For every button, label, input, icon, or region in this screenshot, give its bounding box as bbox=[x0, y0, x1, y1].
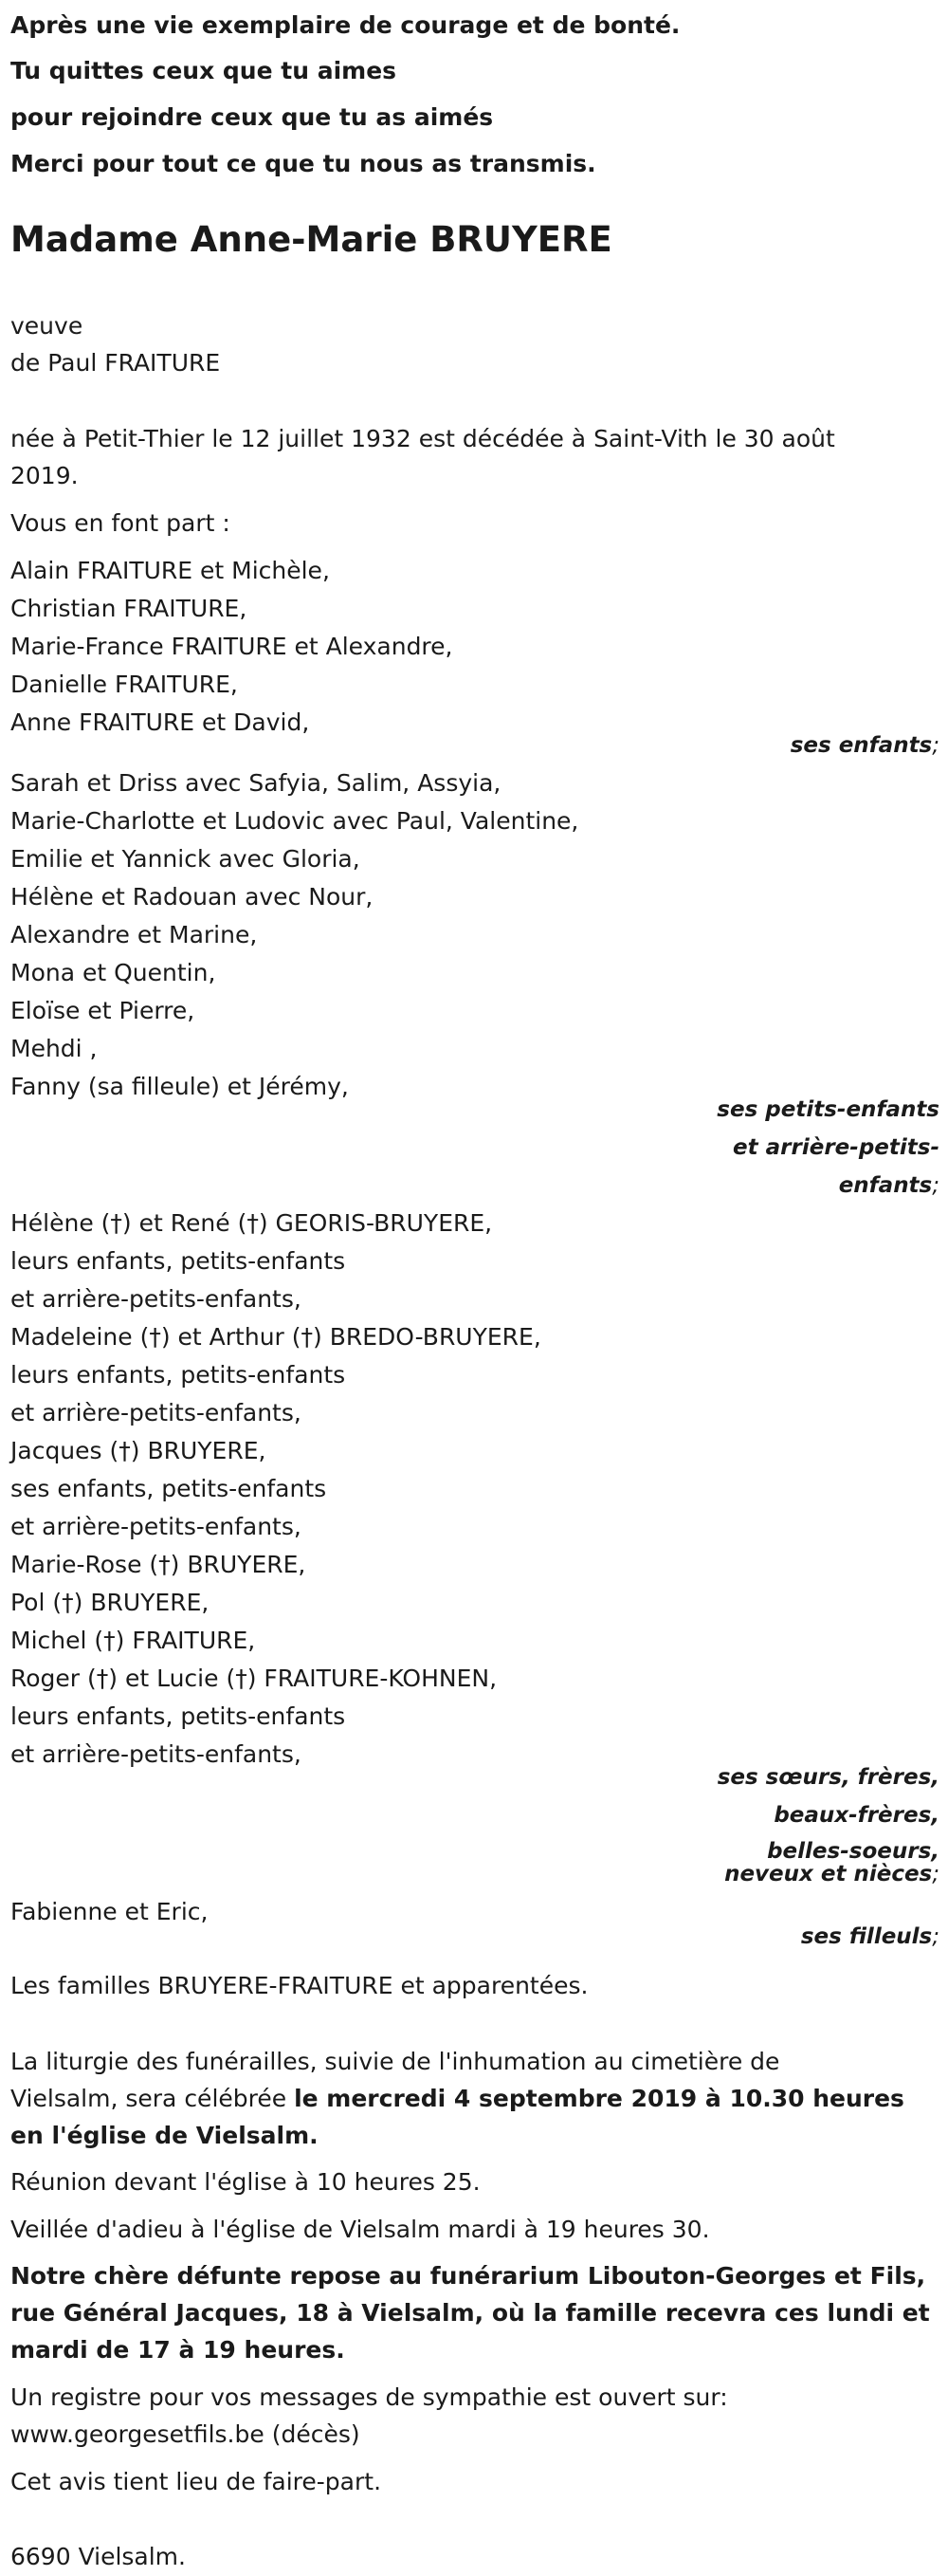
children-relation: ses enfants; bbox=[790, 733, 939, 758]
sibling-line: et arrière-petits-enfants, bbox=[10, 1285, 301, 1313]
vigil-line: Veillée d'adieu à l'église de Vielsalm mardi à 19 heures 30. bbox=[10, 2216, 710, 2243]
sibling-line: et arrière-petits-enfants, bbox=[10, 1740, 301, 1768]
sibling-line: leurs enfants, petits-enfants bbox=[10, 1702, 346, 1730]
sibling-line: leurs enfants, petits-enfants bbox=[10, 1247, 346, 1275]
siblings-relation: ses sœurs, frères, bbox=[717, 1765, 939, 1790]
sibling-line: et arrière-petits-enfants, bbox=[10, 1399, 301, 1426]
poem-line: Merci pour tout ce que tu nous as transmis. bbox=[10, 150, 596, 177]
notice-line: Cet avis tient lieu de faire-part. bbox=[10, 2468, 382, 2495]
siblings-relation: belles-soeurs, bbox=[767, 1839, 939, 1864]
siblings-relation: beaux-frères, bbox=[774, 1803, 939, 1828]
sibling-line: Madeleine (†) et Arthur (†) BREDO-BRUYERE, bbox=[10, 1323, 541, 1351]
sibling-line: Jacques (†) BRUYERE, bbox=[10, 1437, 266, 1464]
sibling-line: et arrière-petits-enfants, bbox=[10, 1513, 301, 1540]
sibling-line: Roger (†) et Lucie (†) FRAITURE-KOHNEN, bbox=[10, 1665, 498, 1692]
grandchild-line: Hélène et Radouan avec Nour, bbox=[10, 883, 374, 911]
liturgy-line: La liturgie des funérailles, suivie de l'inhumation au cimetière de bbox=[10, 2048, 780, 2075]
spouse-line: veuve bbox=[10, 312, 83, 340]
poem-line: Tu quittes ceux que tu aimes bbox=[10, 57, 397, 84]
sibling-line: Marie-Rose (†) BRUYERE, bbox=[10, 1551, 306, 1578]
funerarium-line: Notre chère défunte repose au funérarium Libouton-Georges et Fils, bbox=[10, 2262, 926, 2290]
siblings-relation: neveux et nièces; bbox=[724, 1862, 939, 1886]
liturgy-line: en l'église de Vielsalm. bbox=[10, 2122, 319, 2149]
grandchild-line: Eloïse et Pierre, bbox=[10, 997, 195, 1024]
child-line: Danielle FRAITURE, bbox=[10, 671, 238, 698]
grandchild-line: Alexandre et Marine, bbox=[10, 921, 258, 948]
grandchild-line: Mehdi , bbox=[10, 1035, 98, 1062]
godchildren-relation: ses filleuls; bbox=[800, 1924, 939, 1949]
grandchild-line: Emilie et Yannick avec Gloria, bbox=[10, 845, 360, 873]
families-line: Les familles BRUYERE-FRAITURE et apparentées. bbox=[10, 1972, 589, 1999]
grandchildren-relation: enfants; bbox=[838, 1173, 939, 1198]
grandchild-line: Fanny (sa filleule) et Jérémy, bbox=[10, 1073, 349, 1100]
poem-line: pour rejoindre ceux que tu as aimés bbox=[10, 103, 494, 131]
reunion-line: Réunion devant l'église à 10 heures 25. bbox=[10, 2168, 481, 2196]
register-line: Un registre pour vos messages de sympathie est ouvert sur: bbox=[10, 2383, 728, 2411]
funerarium-line: rue Général Jacques, 18 à Vielsalm, où la famille recevra ces lundi et bbox=[10, 2299, 930, 2327]
register-link[interactable]: www.georgesetfils.be (décès) bbox=[10, 2420, 360, 2448]
grandchild-line: Sarah et Driss avec Safyia, Salim, Assyia, bbox=[10, 769, 501, 797]
grandchildren-relation: et arrière-petits- bbox=[733, 1135, 939, 1160]
child-line: Christian FRAITURE, bbox=[10, 595, 247, 622]
liturgy-line: Vielsalm, sera célébrée le mercredi 4 septembre 2019 à 10.30 heures bbox=[10, 2085, 904, 2112]
sibling-line: ses enfants, petits-enfants bbox=[10, 1475, 327, 1502]
birth-death-line: née à Petit-Thier le 12 juillet 1932 est décédée à Saint-Vith le 30 août bbox=[10, 425, 835, 452]
godchildren-line: Fabienne et Eric, bbox=[10, 1898, 209, 1925]
funerarium-line: mardi de 17 à 19 heures. bbox=[10, 2336, 345, 2364]
poem-line: Après une vie exemplaire de courage et de bonté. bbox=[10, 11, 681, 39]
sibling-line: Michel (†) FRAITURE, bbox=[10, 1627, 256, 1654]
child-line: Alain FRAITURE et Michèle, bbox=[10, 557, 330, 584]
grandchildren-relation: ses petits-enfants bbox=[717, 1097, 939, 1122]
birth-death-line: 2019. bbox=[10, 462, 79, 489]
deceased-name: Madame Anne-Marie BRUYERE bbox=[10, 219, 612, 260]
address-line: 6690 Vielsalm. bbox=[10, 2543, 186, 2570]
child-line: Marie-France FRAITURE et Alexandre, bbox=[10, 633, 453, 660]
child-line: Anne FRAITURE et David, bbox=[10, 708, 310, 736]
grandchild-line: Mona et Quentin, bbox=[10, 959, 216, 986]
grandchild-line: Marie-Charlotte et Ludovic avec Paul, Valentine, bbox=[10, 807, 579, 835]
sibling-line: Hélène (†) et René (†) GEORIS-BRUYERE, bbox=[10, 1209, 493, 1237]
spouse-line: de Paul FRAITURE bbox=[10, 349, 221, 377]
sibling-line: leurs enfants, petits-enfants bbox=[10, 1361, 346, 1389]
intro-line: Vous en font part : bbox=[10, 509, 230, 537]
sibling-line: Pol (†) BRUYERE, bbox=[10, 1589, 210, 1616]
